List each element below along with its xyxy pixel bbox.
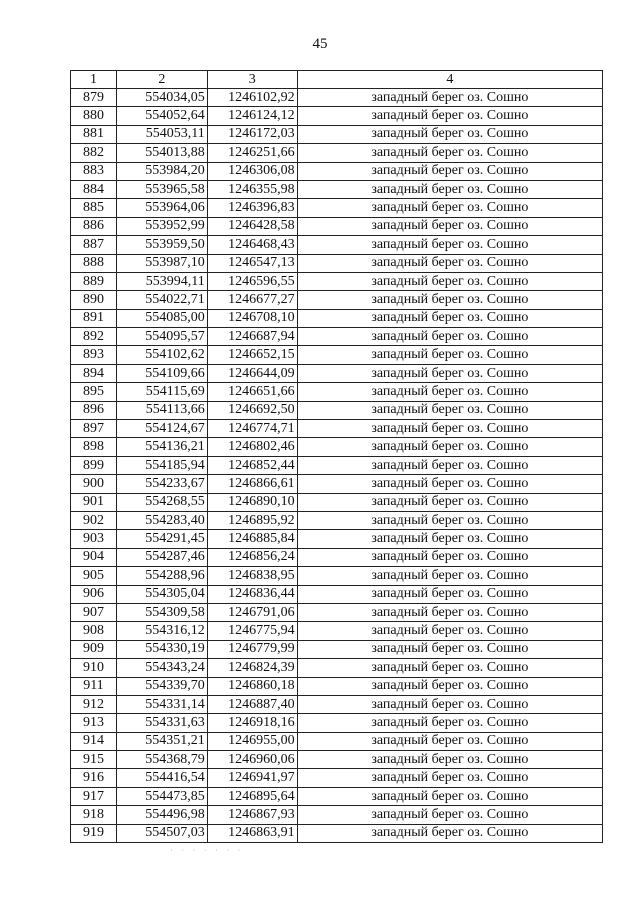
y-coordinate-cell: 1246677,27: [207, 291, 297, 309]
location-description-cell: западный берег оз. Сошно: [297, 199, 602, 217]
page-number: 45: [312, 36, 328, 52]
x-coordinate-cell: 554473,85: [116, 787, 207, 805]
table-row: [71, 438, 603, 456]
y-coordinate-cell: 1246867,93: [207, 806, 297, 824]
point-number-cell: 898: [71, 438, 117, 456]
x-coordinate-cell: 554102,62: [116, 346, 207, 364]
y-coordinate-cell: 1246251,66: [207, 144, 297, 162]
location-description-cell: западный берег оз. Сошно: [297, 125, 602, 143]
location-description-cell: западный берег оз. Сошно: [297, 585, 602, 603]
header-cell-2: 2: [116, 71, 207, 89]
y-coordinate-cell: 1246802,46: [207, 438, 297, 456]
table-row: [71, 328, 603, 346]
table-row: [71, 806, 603, 824]
point-number-cell: 880: [71, 107, 117, 125]
location-description-cell: западный берег оз. Сошно: [297, 144, 602, 162]
x-coordinate-cell: 554416,54: [116, 769, 207, 787]
point-number-cell: 910: [71, 659, 117, 677]
y-coordinate-cell: 1246885,84: [207, 530, 297, 548]
location-description-cell: западный берег оз. Сошно: [297, 714, 602, 732]
point-number-cell: 913: [71, 714, 117, 732]
table-row: [71, 751, 603, 769]
x-coordinate-cell: 554496,98: [116, 806, 207, 824]
point-number-cell: 896: [71, 401, 117, 419]
y-coordinate-cell: 1246692,50: [207, 401, 297, 419]
y-coordinate-cell: 1246895,92: [207, 511, 297, 529]
location-description-cell: западный берег оз. Сошно: [297, 603, 602, 621]
point-number-cell: 916: [71, 769, 117, 787]
x-coordinate-cell: 554507,03: [116, 824, 207, 842]
location-description-cell: западный берег оз. Сошно: [297, 328, 602, 346]
y-coordinate-cell: 1246774,71: [207, 420, 297, 438]
location-description-cell: западный берег оз. Сошно: [297, 383, 602, 401]
table-body: [71, 71, 603, 843]
x-coordinate-cell: 554034,05: [116, 89, 207, 107]
point-number-cell: 909: [71, 640, 117, 658]
table-row: [71, 364, 603, 382]
x-coordinate-cell: 554368,79: [116, 751, 207, 769]
table-row: [71, 640, 603, 658]
y-coordinate-cell: 1246941,97: [207, 769, 297, 787]
x-coordinate-cell: 554136,21: [116, 438, 207, 456]
table-row: [71, 585, 603, 603]
y-coordinate-cell: 1246779,99: [207, 640, 297, 658]
coordinates-table: [70, 70, 603, 843]
location-description-cell: западный берег оз. Сошно: [297, 107, 602, 125]
x-coordinate-cell: 554113,66: [116, 401, 207, 419]
table-row: [71, 272, 603, 290]
point-number-cell: 891: [71, 309, 117, 327]
point-number-cell: 915: [71, 751, 117, 769]
y-coordinate-cell: 1246468,43: [207, 236, 297, 254]
location-description-cell: западный берег оз. Сошно: [297, 162, 602, 180]
x-coordinate-cell: 554288,96: [116, 567, 207, 585]
y-coordinate-cell: 1246306,08: [207, 162, 297, 180]
y-coordinate-cell: 1246355,98: [207, 180, 297, 198]
table-row: [71, 530, 603, 548]
point-number-cell: 914: [71, 732, 117, 750]
point-number-cell: 904: [71, 548, 117, 566]
point-number-cell: 903: [71, 530, 117, 548]
x-coordinate-cell: 554343,24: [116, 659, 207, 677]
scan-artifact: · · · · · · ·: [170, 845, 244, 855]
x-coordinate-cell: 554233,67: [116, 475, 207, 493]
x-coordinate-cell: 554283,40: [116, 511, 207, 529]
point-number-cell: 918: [71, 806, 117, 824]
x-coordinate-cell: 554268,55: [116, 493, 207, 511]
y-coordinate-cell: 1246863,91: [207, 824, 297, 842]
y-coordinate-cell: 1246895,64: [207, 787, 297, 805]
x-coordinate-cell: 554351,21: [116, 732, 207, 750]
point-number-cell: 908: [71, 622, 117, 640]
point-number-cell: 894: [71, 364, 117, 382]
location-description-cell: западный берег оз. Сошно: [297, 89, 602, 107]
point-number-cell: 912: [71, 695, 117, 713]
point-number-cell: 893: [71, 346, 117, 364]
y-coordinate-cell: 1246775,94: [207, 622, 297, 640]
point-number-cell: 886: [71, 217, 117, 235]
y-coordinate-cell: 1246887,40: [207, 695, 297, 713]
location-description-cell: западный берег оз. Сошно: [297, 695, 602, 713]
y-coordinate-cell: 1246428,58: [207, 217, 297, 235]
table-row: [71, 420, 603, 438]
point-number-cell: 901: [71, 493, 117, 511]
x-coordinate-cell: 554085,00: [116, 309, 207, 327]
point-number-cell: 890: [71, 291, 117, 309]
table-header-row: [71, 71, 603, 89]
location-description-cell: западный берег оз. Сошно: [297, 420, 602, 438]
point-number-cell: 919: [71, 824, 117, 842]
table-row: [71, 732, 603, 750]
table-row: [71, 401, 603, 419]
y-coordinate-cell: 1246791,06: [207, 603, 297, 621]
location-description-cell: западный берег оз. Сошно: [297, 511, 602, 529]
header-cell-4: 4: [297, 71, 602, 89]
x-coordinate-cell: 554053,11: [116, 125, 207, 143]
location-description-cell: западный берег оз. Сошно: [297, 254, 602, 272]
point-number-cell: 884: [71, 180, 117, 198]
point-number-cell: 911: [71, 677, 117, 695]
location-description-cell: западный берег оз. Сошно: [297, 548, 602, 566]
table-row: [71, 107, 603, 125]
location-description-cell: западный берег оз. Сошно: [297, 438, 602, 456]
y-coordinate-cell: 1246644,09: [207, 364, 297, 382]
point-number-cell: 895: [71, 383, 117, 401]
table-row: [71, 162, 603, 180]
table-row: [71, 622, 603, 640]
table-row: [71, 677, 603, 695]
point-number-cell: 885: [71, 199, 117, 217]
location-description-cell: западный берег оз. Сошно: [297, 493, 602, 511]
location-description-cell: западный берег оз. Сошно: [297, 824, 602, 842]
point-number-cell: 906: [71, 585, 117, 603]
location-description-cell: западный берег оз. Сошно: [297, 456, 602, 474]
y-coordinate-cell: 1246838,95: [207, 567, 297, 585]
point-number-cell: 905: [71, 567, 117, 585]
location-description-cell: западный берег оз. Сошно: [297, 659, 602, 677]
location-description-cell: западный берег оз. Сошно: [297, 622, 602, 640]
point-number-cell: 879: [71, 89, 117, 107]
y-coordinate-cell: 1246918,16: [207, 714, 297, 732]
table-row: [71, 125, 603, 143]
location-description-cell: западный берег оз. Сошно: [297, 272, 602, 290]
point-number-cell: 899: [71, 456, 117, 474]
table-row: [71, 567, 603, 585]
y-coordinate-cell: 1246960,06: [207, 751, 297, 769]
x-coordinate-cell: 554124,67: [116, 420, 207, 438]
location-description-cell: западный берег оз. Сошно: [297, 346, 602, 364]
y-coordinate-cell: 1246955,00: [207, 732, 297, 750]
table-row: [71, 309, 603, 327]
table-row: [71, 511, 603, 529]
y-coordinate-cell: 1246172,03: [207, 125, 297, 143]
location-description-cell: западный берег оз. Сошно: [297, 751, 602, 769]
x-coordinate-cell: 554109,66: [116, 364, 207, 382]
y-coordinate-cell: 1246102,92: [207, 89, 297, 107]
point-number-cell: 889: [71, 272, 117, 290]
point-number-cell: 881: [71, 125, 117, 143]
y-coordinate-cell: 1246596,55: [207, 272, 297, 290]
table-row: [71, 548, 603, 566]
table-row: [71, 254, 603, 272]
x-coordinate-cell: 554305,04: [116, 585, 207, 603]
y-coordinate-cell: 1246124,12: [207, 107, 297, 125]
x-coordinate-cell: 554287,46: [116, 548, 207, 566]
table-row: [71, 603, 603, 621]
header-cell-1: 1: [71, 71, 117, 89]
header-cell-3: 3: [207, 71, 297, 89]
table-row: [71, 787, 603, 805]
x-coordinate-cell: 554331,63: [116, 714, 207, 732]
x-coordinate-cell: 553952,99: [116, 217, 207, 235]
x-coordinate-cell: 554013,88: [116, 144, 207, 162]
y-coordinate-cell: 1246856,24: [207, 548, 297, 566]
x-coordinate-cell: 554330,19: [116, 640, 207, 658]
location-description-cell: западный берег оз. Сошно: [297, 364, 602, 382]
location-description-cell: западный берег оз. Сошно: [297, 291, 602, 309]
x-coordinate-cell: 554095,57: [116, 328, 207, 346]
point-number-cell: 900: [71, 475, 117, 493]
y-coordinate-cell: 1246708,10: [207, 309, 297, 327]
location-description-cell: западный берег оз. Сошно: [297, 640, 602, 658]
point-number-cell: 892: [71, 328, 117, 346]
x-coordinate-cell: 553965,58: [116, 180, 207, 198]
y-coordinate-cell: 1246547,13: [207, 254, 297, 272]
table-row: [71, 824, 603, 842]
y-coordinate-cell: 1246652,15: [207, 346, 297, 364]
location-description-cell: западный берег оз. Сошно: [297, 567, 602, 585]
x-coordinate-cell: 554115,69: [116, 383, 207, 401]
location-description-cell: западный берег оз. Сошно: [297, 677, 602, 695]
y-coordinate-cell: 1246890,10: [207, 493, 297, 511]
x-coordinate-cell: 553984,20: [116, 162, 207, 180]
y-coordinate-cell: 1246836,44: [207, 585, 297, 603]
table-row: [71, 659, 603, 677]
table-row: [71, 89, 603, 107]
x-coordinate-cell: 554052,64: [116, 107, 207, 125]
location-description-cell: западный берег оз. Сошно: [297, 806, 602, 824]
table-row: [71, 714, 603, 732]
x-coordinate-cell: 554309,58: [116, 603, 207, 621]
y-coordinate-cell: 1246687,94: [207, 328, 297, 346]
x-coordinate-cell: 554185,94: [116, 456, 207, 474]
x-coordinate-cell: 554291,45: [116, 530, 207, 548]
table-row: [71, 199, 603, 217]
point-number-cell: 907: [71, 603, 117, 621]
point-number-cell: 882: [71, 144, 117, 162]
x-coordinate-cell: 554022,71: [116, 291, 207, 309]
point-number-cell: 883: [71, 162, 117, 180]
y-coordinate-cell: 1246866,61: [207, 475, 297, 493]
y-coordinate-cell: 1246396,83: [207, 199, 297, 217]
table-row: [71, 383, 603, 401]
table-row: [71, 180, 603, 198]
location-description-cell: западный берег оз. Сошно: [297, 732, 602, 750]
table-row: [71, 695, 603, 713]
x-coordinate-cell: 554339,70: [116, 677, 207, 695]
y-coordinate-cell: 1246860,18: [207, 677, 297, 695]
table-row: [71, 236, 603, 254]
y-coordinate-cell: 1246824,39: [207, 659, 297, 677]
table-row: [71, 291, 603, 309]
table-row: [71, 456, 603, 474]
point-number-cell: 887: [71, 236, 117, 254]
table-row: [71, 144, 603, 162]
x-coordinate-cell: 554331,14: [116, 695, 207, 713]
location-description-cell: западный берег оз. Сошно: [297, 787, 602, 805]
point-number-cell: 917: [71, 787, 117, 805]
table-row: [71, 346, 603, 364]
location-description-cell: западный берег оз. Сошно: [297, 217, 602, 235]
y-coordinate-cell: 1246651,66: [207, 383, 297, 401]
point-number-cell: 888: [71, 254, 117, 272]
location-description-cell: западный берег оз. Сошно: [297, 530, 602, 548]
y-coordinate-cell: 1246852,44: [207, 456, 297, 474]
point-number-cell: 902: [71, 511, 117, 529]
location-description-cell: западный берег оз. Сошно: [297, 180, 602, 198]
x-coordinate-cell: 553987,10: [116, 254, 207, 272]
table-row: [71, 475, 603, 493]
table-row: [71, 217, 603, 235]
x-coordinate-cell: 553959,50: [116, 236, 207, 254]
location-description-cell: западный берег оз. Сошно: [297, 401, 602, 419]
location-description-cell: западный берег оз. Сошно: [297, 475, 602, 493]
table-row: [71, 769, 603, 787]
location-description-cell: западный берег оз. Сошно: [297, 309, 602, 327]
table-row: [71, 493, 603, 511]
location-description-cell: западный берег оз. Сошно: [297, 769, 602, 787]
location-description-cell: западный берег оз. Сошно: [297, 236, 602, 254]
point-number-cell: 897: [71, 420, 117, 438]
x-coordinate-cell: 553994,11: [116, 272, 207, 290]
x-coordinate-cell: 554316,12: [116, 622, 207, 640]
x-coordinate-cell: 553964,06: [116, 199, 207, 217]
